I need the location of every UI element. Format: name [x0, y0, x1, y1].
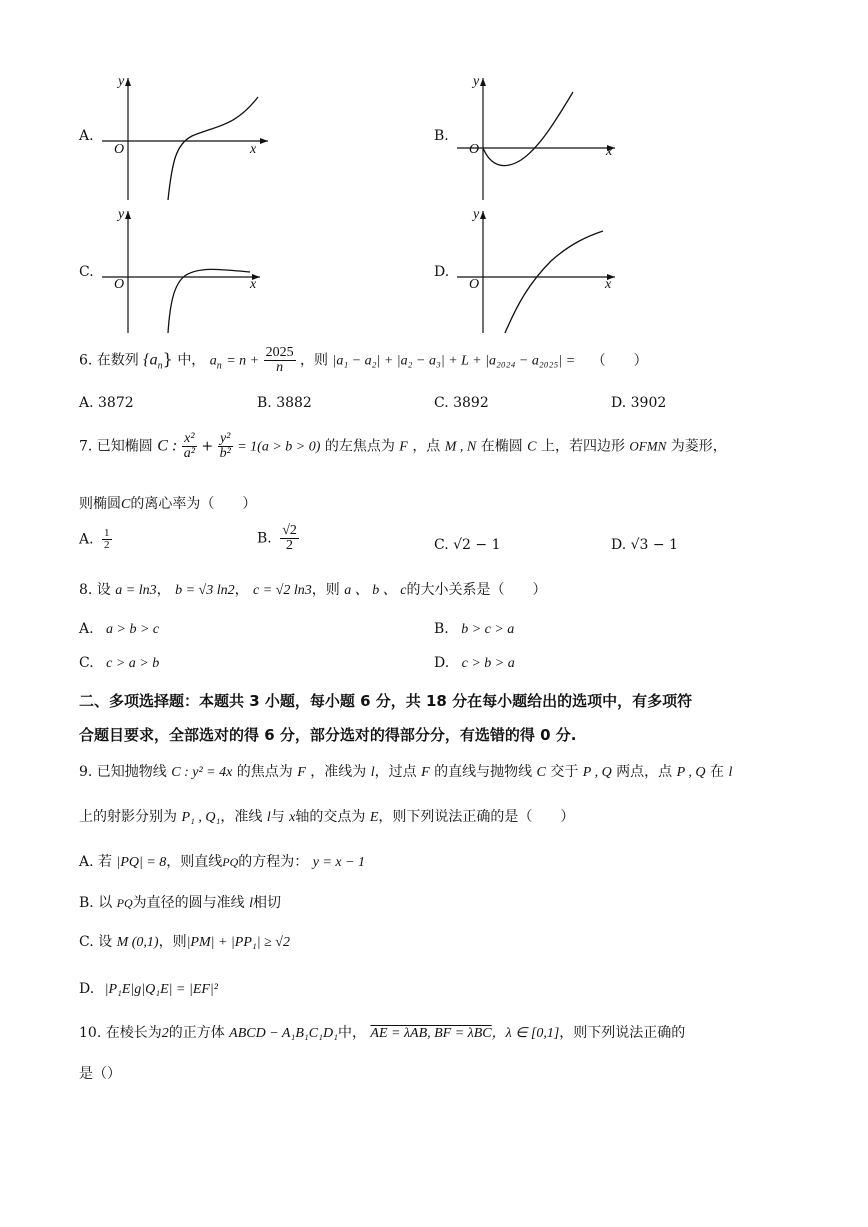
parabola-c: C [536, 765, 546, 780]
question-7-text: 的左焦点为 [324, 438, 395, 455]
question-10-text: 中， [337, 1025, 366, 1041]
q6-option-c: C. 3892 [434, 395, 489, 411]
a-def: a = ln3 [115, 583, 157, 598]
fraction-one-half [102, 528, 112, 551]
function-graph [100, 205, 290, 340]
question-9-text: C. 设 [79, 934, 113, 950]
sequence-open: {a [143, 351, 158, 369]
cube-name: ABCD − A₁B₁C₁D₁ [229, 1026, 338, 1041]
q6-option-b: B. 3882 [257, 395, 312, 411]
question-10-text: 10. 在棱长为 [79, 1025, 162, 1041]
question-10-line1 [79, 1026, 685, 1041]
option-expression: b > c > a [461, 622, 515, 637]
q7-option-a [79, 528, 112, 551]
question-9-text: 为直径的圆与准线 [132, 895, 245, 911]
option-label: D. [79, 981, 95, 997]
question-9-text: 两点，点 [616, 764, 673, 780]
option-expression: |PQ| = 8 [116, 855, 167, 870]
question-7-stem [79, 432, 727, 461]
section-heading-line1: 二、多项选择题：本题共 3 小题，每小题 6 分，共 18 分在每小题给出的选项中，有多项符 [79, 692, 693, 710]
question-7-text: 的离心率为（ ） [130, 496, 257, 512]
sequence-close: } [162, 349, 173, 369]
x-axis-label: x [250, 277, 257, 292]
question-9-text: 相切 [253, 895, 281, 911]
question-9-text: 的直线与抛物线 [434, 764, 533, 780]
question-9-text: 与 [270, 809, 285, 825]
directrix-l: l [728, 765, 733, 780]
q9-option-a [79, 855, 365, 870]
ellipse-c: C [527, 439, 537, 455]
q9-option-b [79, 896, 281, 911]
fraction-x2-a2 [182, 432, 197, 461]
question-9-text: 9. 已知抛物线 [79, 764, 167, 780]
focus-f: F [421, 765, 430, 780]
question-9-text: ，过点 [374, 764, 417, 780]
x-axis-symbol: x [289, 810, 296, 825]
fraction-numerator: 1 [104, 527, 110, 539]
y-axis-label: y [473, 207, 480, 222]
question-10-line2: 是（） [79, 1066, 121, 1082]
edge-length: 2 [161, 1026, 169, 1041]
option-expression: |PM| + |PP₁| ≥ √2 [186, 935, 290, 950]
lambda-range: ，λ ∈ [0,1] [491, 1026, 560, 1041]
question-6-then: ，则 [300, 352, 329, 369]
q8-option-b [434, 622, 514, 637]
an-equals: = n + [226, 353, 260, 369]
q9-option-c [79, 935, 290, 950]
directrix-l: l [370, 765, 375, 780]
q8-option-c [79, 656, 159, 671]
option-label: B. [257, 530, 272, 547]
option-label: C. [79, 264, 94, 280]
directrix-l: l [266, 810, 271, 825]
fraction-numerator: 2025 [265, 345, 294, 360]
question-10-text: ，则下列说法正确的 [559, 1025, 686, 1041]
question-7-text: ，点 [412, 438, 441, 455]
x-axis-label: x [605, 277, 612, 292]
c-def: c = √2 ln3 [253, 583, 312, 598]
ellipse-name: C : [157, 437, 178, 455]
q6-option-d: D. 3902 [611, 395, 667, 411]
focus-f: F [399, 439, 408, 455]
fraction-numerator: y² [218, 432, 233, 447]
plus-sign: + [201, 438, 214, 455]
question-9-text: 交于 [550, 764, 579, 780]
q7-option-c: C. √2 − 1 [434, 537, 501, 553]
question-9-text: 轴的交点为 [295, 809, 366, 825]
q7-option-b [257, 524, 299, 553]
fraction-denominator: n [276, 360, 284, 375]
question-9-line1 [79, 765, 732, 780]
fraction-2025-n [264, 346, 296, 375]
question-9-text: A. 若 [79, 854, 113, 870]
option-label: B. [434, 621, 449, 637]
question-7-text: 上，若四边形 [540, 438, 625, 455]
question-9-text: 的焦点为 [236, 764, 293, 780]
question-6-stem [79, 346, 648, 375]
function-graph [100, 72, 290, 207]
variables: a 、 b 、 c [344, 583, 407, 598]
answer-blank: （ ） [591, 352, 648, 369]
points-pq: P , Q [676, 765, 706, 780]
option-label: A. [79, 128, 94, 144]
origin-label: O [469, 277, 480, 292]
y-axis-label: y [118, 74, 125, 89]
question-7-text: 则椭圆 [79, 496, 121, 512]
fraction-denominator: a² [183, 446, 195, 461]
x-axis-label: x [606, 144, 613, 159]
origin-label: O [114, 142, 125, 157]
option-expression: y = x − 1 [312, 855, 366, 870]
option-label: A. [79, 531, 94, 548]
an-sub: n [216, 360, 222, 372]
question-7-text: 在椭圆 [480, 438, 523, 455]
option-expression: a > b > c [106, 622, 160, 637]
points-mn: M , N [444, 439, 477, 455]
y-axis-label: y [118, 207, 125, 222]
line-pq: PQ [222, 855, 239, 869]
q8-option-d [434, 656, 515, 671]
parabola-equation: C : y² = 4x [171, 765, 233, 780]
q9-option-d [79, 982, 218, 997]
option-expression: c > b > a [461, 656, 515, 671]
function-graph [455, 72, 645, 207]
fraction-denominator: b² [219, 446, 231, 461]
ellipse-condition: = 1(a > b > 0) [237, 439, 321, 455]
question-9-line2 [79, 810, 574, 825]
question-7-prefix: 7. 已知椭圆 [79, 438, 153, 455]
fraction-root2-over-2 [280, 524, 299, 553]
abs-sum-expression: |a₁ − a₂| + |a₂ − a₃| + L + |a₂₀₂₄ − a₂₀₂₅| = [332, 353, 576, 369]
quadrilateral-name: OFMN [629, 438, 667, 454]
option-label: D. [434, 264, 450, 280]
x-axis-label: x [250, 142, 257, 157]
question-9-text: 上的射影分别为 [79, 809, 177, 825]
directrix-l: l [249, 896, 253, 911]
option-label: D. [434, 655, 450, 671]
q6-option-a: A. 3872 [79, 395, 134, 411]
question-7-text: 为菱形， [670, 438, 727, 455]
question-9-text: ，准线 [220, 809, 263, 825]
projection-points: P₁ , Q₁ [181, 810, 221, 825]
y-axis-label: y [473, 74, 480, 89]
question-9-text: 在 [709, 764, 724, 780]
question-8-prefix: 8. 设 [79, 582, 111, 598]
option-label: C. [79, 655, 94, 671]
question-8-text: ，则 [311, 582, 340, 598]
question-8-stem: 8. 设 a = ln3， b = √3 ln2， c = √2 ln3，则 a 、 b 、 c的大小关系是（ ） [79, 582, 547, 598]
fraction-y2-b2 [218, 432, 233, 461]
option-expression: c > a > b [106, 656, 160, 671]
origin-label: O [114, 277, 125, 292]
question-6-prefix: 6. 在数列 [79, 352, 139, 369]
origin-label: O [469, 142, 480, 157]
question-9-text: 的方程为： [238, 854, 309, 870]
fraction-numerator: x² [182, 432, 197, 447]
question-9-text: ，则直线 [166, 854, 223, 870]
b-def: b = √3 ln2 [175, 583, 235, 598]
vector-relations: AE = λAB, BF = λBC [370, 1026, 492, 1041]
function-graph [455, 205, 645, 340]
points-pq: P , Q [582, 765, 612, 780]
fraction-denominator: 2 [104, 539, 110, 551]
option-label: A. [79, 621, 94, 637]
an-symbol: a [209, 353, 217, 369]
question-8-text: 的大小关系是（ ） [406, 582, 547, 598]
question-10-text: 的正方体 [168, 1025, 225, 1041]
question-9-text: B. 以 [79, 895, 113, 911]
option-label: B. [434, 128, 449, 144]
question-9-text: ，则下列说法正确的是（ ） [378, 809, 575, 825]
q7-option-d: D. √3 − 1 [611, 537, 678, 553]
q8-option-a [79, 622, 159, 637]
question-7-line2 [79, 497, 256, 512]
question-9-text: ，则 [158, 934, 187, 950]
question-6-mid: 中， [177, 352, 206, 369]
point-m: M (0,1) [116, 935, 159, 950]
focus-f: F [297, 765, 306, 780]
fraction-denominator: 2 [286, 538, 294, 553]
section-heading-line2: 合题目要求，全部选对的得 6 分，部分选对的得部分分，有选错的得 0 分. [79, 726, 577, 744]
point-e: E [369, 810, 379, 825]
question-9-text: ，准线为 [310, 764, 367, 780]
fraction-numerator: √2 [282, 523, 297, 538]
option-expression: |P₁E|g|Q₁E| = |EF|² [104, 982, 218, 997]
ellipse-c: C [121, 497, 131, 512]
sequence-sub: n [157, 360, 163, 372]
line-pq: PQ [116, 896, 133, 910]
